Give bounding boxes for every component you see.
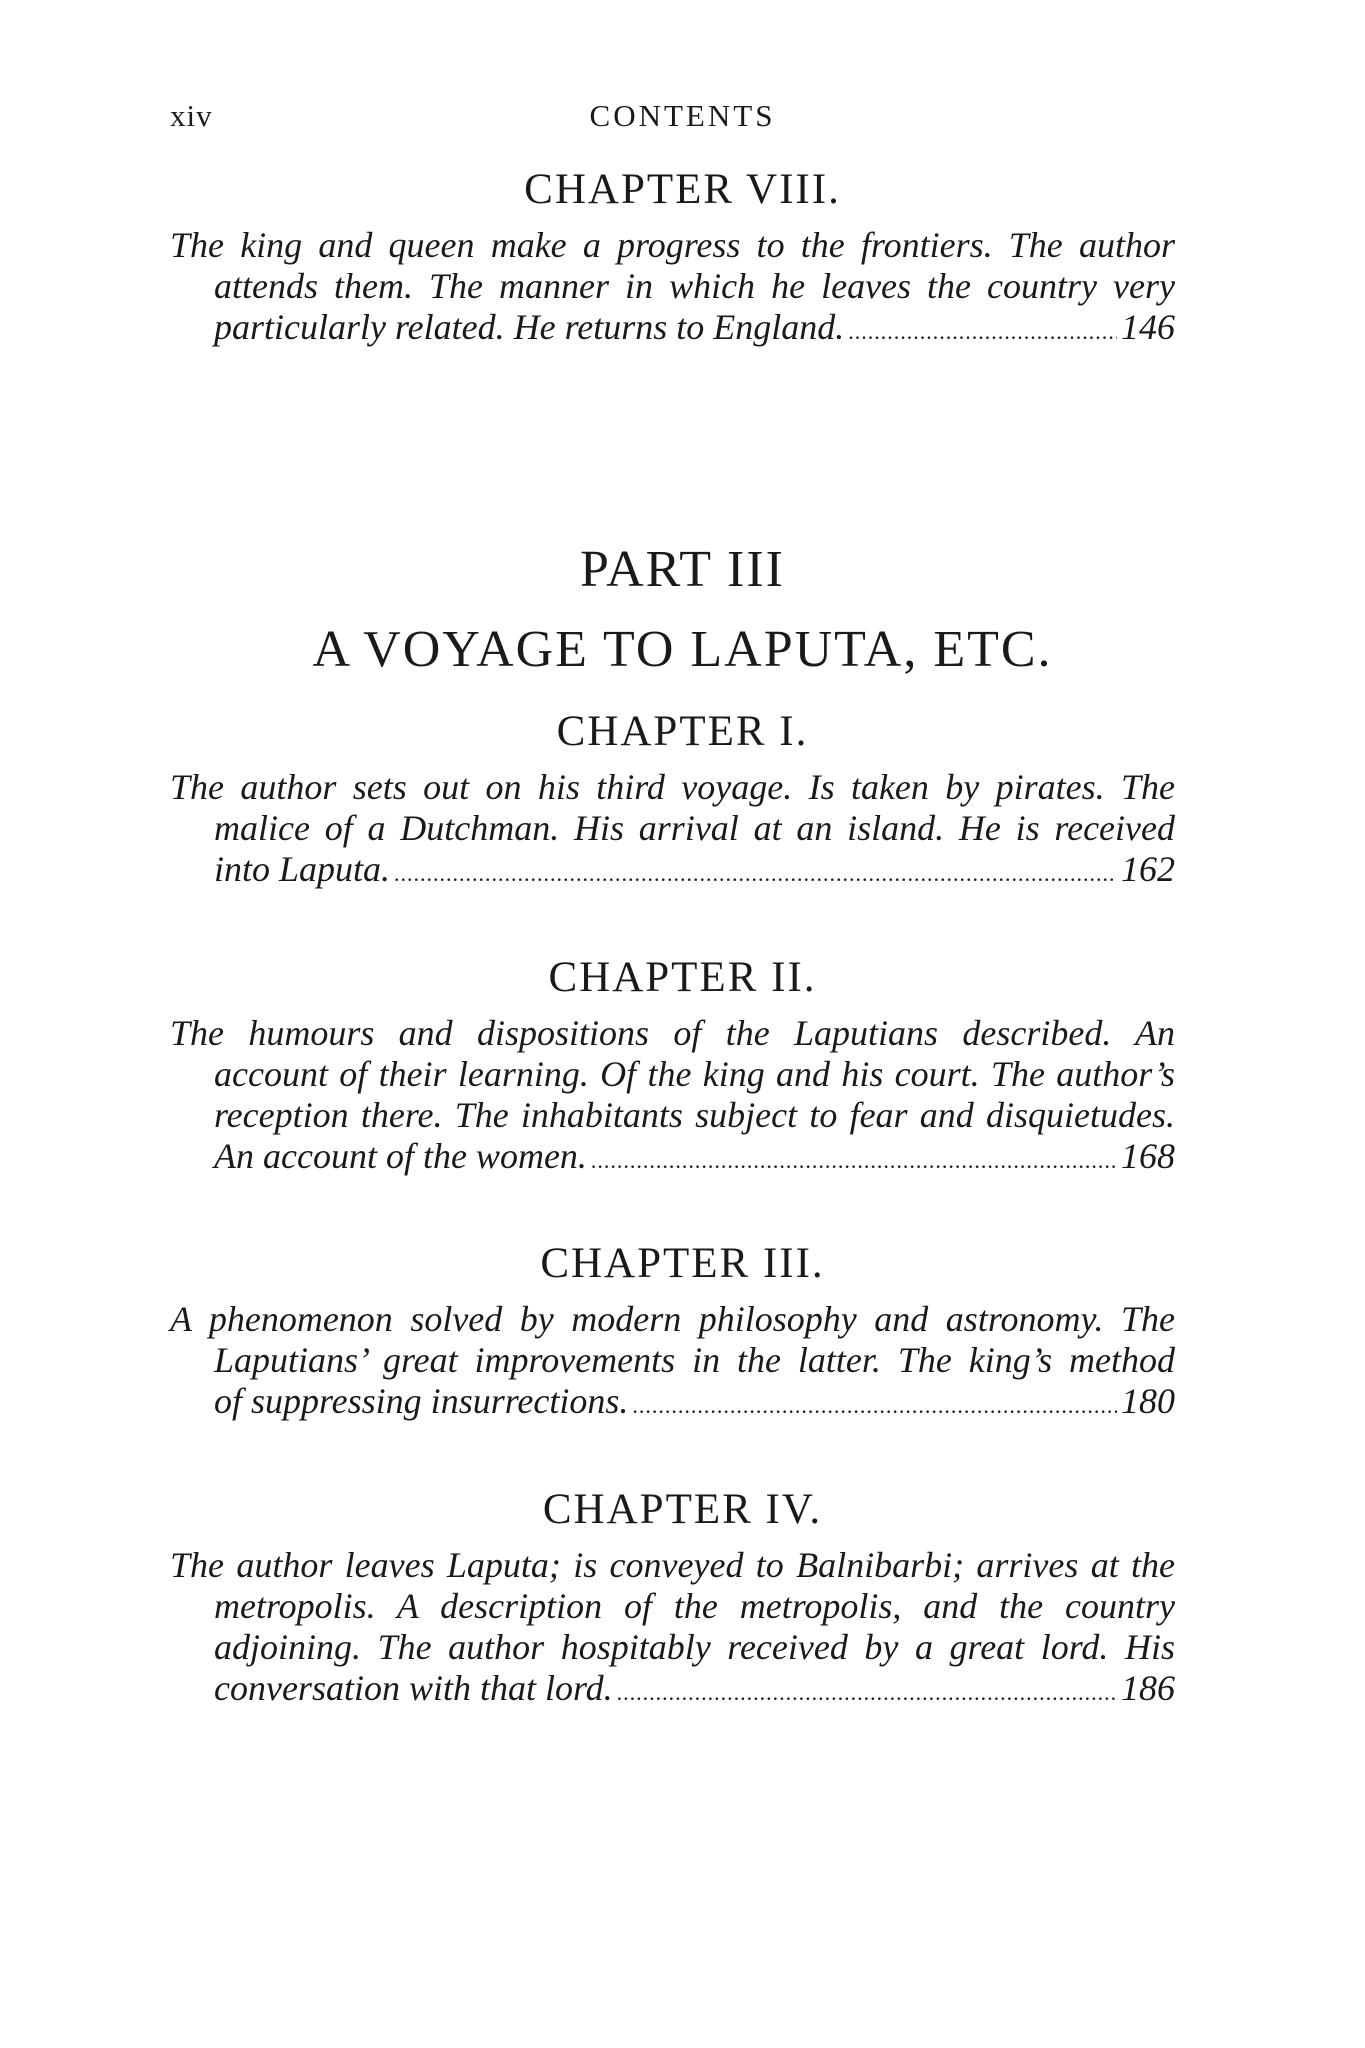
entry-line: attends them. The manner in which he leaves the country very (214, 266, 1175, 306)
entry-line: malice of a Dutchman. His arrival at an island. He is received (214, 808, 1175, 848)
entry-line-last (170, 1381, 1175, 1422)
entry-page-number: 186 (1121, 1668, 1175, 1708)
entry-line: metropolis. A description of the metropolis, and the country (214, 1586, 1175, 1626)
entry-line-last (170, 307, 1175, 348)
dot-leader (848, 311, 1117, 352)
entry-line-text: An account of the women. (214, 1136, 587, 1176)
chapter-heading-ii: CHAPTER II. (548, 954, 817, 1001)
entry-line: The king and queen make a progress to the frontiers. The author (170, 225, 1175, 265)
dot-leader (394, 853, 1117, 894)
entry-page-number: 146 (1121, 307, 1175, 347)
chapter-heading-iv: CHAPTER IV. (542, 1486, 823, 1533)
page-number: xiv (170, 98, 213, 133)
entry-line: The author leaves Laputa; is conveyed to Balnibarbi; arrives at the (170, 1545, 1175, 1585)
entry-line-text: particularly related. He returns to England. (214, 307, 845, 347)
toc-entry-chapter-viii (170, 225, 1175, 348)
entry-line: account of their learning. Of the king and his court. The author’s (214, 1054, 1175, 1094)
entry-line: A phenomenon solved by modern philosophy and astronomy. The (170, 1299, 1175, 1339)
chapter-heading-iii: CHAPTER III. (540, 1240, 825, 1287)
chapter-heading-i: CHAPTER I. (556, 708, 809, 755)
entry-line: adjoining. The author hospitably received by a great lord. His (214, 1627, 1175, 1667)
dot-leader (617, 1672, 1117, 1713)
toc-entry-chapter-i (170, 767, 1175, 890)
entry-line-last (170, 849, 1175, 890)
part-label: PART III (579, 541, 786, 598)
entry-line: The humours and dispositions of the Laputians described. An (170, 1013, 1175, 1053)
toc-entry-chapter-iii (170, 1299, 1175, 1422)
toc-entry-chapter-ii (170, 1013, 1175, 1177)
entry-page-number: 168 (1121, 1136, 1175, 1176)
dot-leader (591, 1140, 1117, 1181)
entry-line-last (170, 1668, 1175, 1709)
dot-leader (632, 1385, 1117, 1426)
toc-entry-chapter-iv (170, 1545, 1175, 1709)
entry-line-text: conversation with that lord. (214, 1668, 613, 1708)
part-title: A VOYAGE TO LAPUTA, ETC. (312, 621, 1053, 678)
entry-line-last (170, 1136, 1175, 1177)
running-head: CONTENTS (589, 98, 776, 133)
entry-line-text: into Laputa. (214, 849, 391, 889)
entry-page-number: 162 (1121, 849, 1175, 889)
entry-line: Laputians’ great improvements in the latter. The king’s method (214, 1340, 1175, 1380)
entry-line: reception there. The inhabitants subject to fear and disquietudes. (214, 1095, 1175, 1135)
entry-line: The author sets out on his third voyage. Is taken by pirates. The (170, 767, 1175, 807)
entry-line-text: of suppressing insurrections. (214, 1381, 629, 1421)
entry-page-number: 180 (1121, 1381, 1175, 1421)
chapter-heading-viii: CHAPTER VIII. (524, 166, 841, 213)
